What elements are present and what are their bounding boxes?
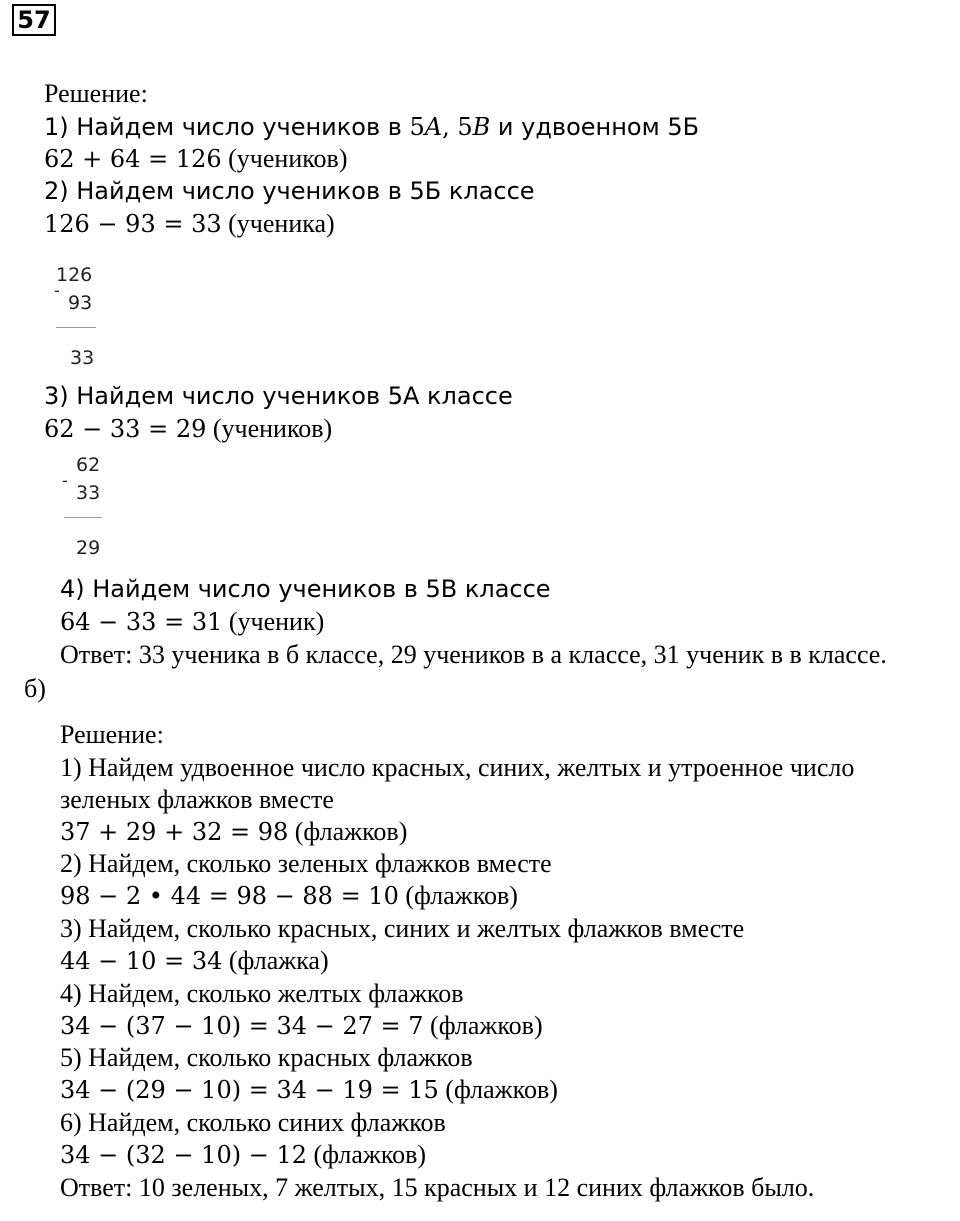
step4-a-equation [60, 606, 324, 638]
step1-b-equation [60, 816, 407, 848]
step1-a-equation [44, 143, 347, 175]
column1-result: 33 [70, 347, 95, 369]
step5-b: 5) Найдем, сколько красных флажков [60, 1043, 473, 1072]
step6-b-equation [60, 1139, 426, 1171]
step2-b: 2) Найдем, сколько зеленых флажков вместе [60, 849, 552, 878]
step1-a-math: 5𝐴, 5𝐵 [409, 113, 491, 141]
step4-a-unit: (ученик) [222, 607, 325, 636]
solution-label-b: Решение: [60, 720, 164, 749]
step3-b: 3) Найдем, сколько красных, синих и желтых флажков вместе [60, 914, 745, 943]
step3-a-calc: 62 − 33 = 29 [44, 415, 207, 443]
column2-bottom: 33 [76, 482, 101, 504]
step2-b-calc: 98 − 2 • 44 = 98 − 88 = 10 [60, 882, 399, 910]
solution-label-a: Решение: [44, 79, 148, 108]
column2-result: 29 [76, 537, 101, 559]
column1-minus: - [54, 281, 60, 300]
step2-a-unit: (ученика) [221, 209, 335, 238]
step3-a-unit: (учеников) [206, 414, 333, 443]
step4-a-calc: 64 − 33 = 31 [60, 608, 223, 636]
column1-bottom: 93 [68, 292, 93, 314]
column1-top: 126 [56, 264, 93, 286]
step3-b-calc: 44 − 10 = 34 [60, 947, 223, 975]
step5-b-equation [60, 1074, 558, 1106]
step1-a-calc: 62 + 64 = 126 [44, 145, 222, 173]
step4-b-equation [60, 1010, 543, 1042]
step2-a-equation [44, 208, 335, 240]
step1-a-text: 1) Найдем число учеников в [44, 113, 410, 141]
step2-b-unit: (флажков) [398, 881, 518, 910]
column2-minus: - [62, 471, 68, 490]
step1-a-tail: и удвоенном 5Б [490, 113, 700, 141]
step4-b: 4) Найдем, сколько желтых флажков [60, 979, 464, 1008]
step1-b-unit: (флажков) [288, 817, 408, 846]
step1-a [44, 111, 699, 143]
step3-b-equation [60, 945, 329, 977]
answer-a: Ответ: 33 ученика в б классе, 29 учеников в а классе, 31 ученик в в классе. [60, 640, 887, 669]
step4-b-calc: 34 − (37 − 10) = 34 − 27 = 7 [60, 1012, 424, 1040]
step2-a-calc: 126 − 93 = 33 [44, 210, 222, 238]
step3-a-equation [44, 413, 332, 445]
step1-a-unit: (учеников) [221, 144, 348, 173]
step3-a: 3) Найдем число учеников 5А классе [44, 382, 513, 410]
step6-b: 6) Найдем, сколько синих флажков [60, 1108, 446, 1137]
step1-b-line2: зеленых флажков вместе [60, 785, 334, 814]
problem-number: 57 [12, 4, 56, 36]
step6-b-unit: (флажков) [306, 1140, 427, 1169]
answer-b: Ответ: 10 зеленых, 7 желтых, 15 красных и 12 синих флажков было. [60, 1173, 815, 1202]
step2-a: 2) Найдем число учеников в 5Б классе [44, 177, 535, 205]
step5-b-calc: 34 − (29 − 10) = 34 − 19 = 15 [60, 1076, 439, 1104]
step4-a: 4) Найдем число учеников в 5В классе [60, 575, 551, 603]
column2-top: 62 [76, 454, 101, 476]
column1-line [56, 327, 96, 328]
column2-line [64, 517, 102, 518]
step5-b-unit: (флажков) [438, 1075, 558, 1104]
step2-b-equation [60, 880, 518, 912]
step4-b-unit: (флажков) [423, 1011, 543, 1040]
step1-b-line1: 1) Найдем удвоенное число красных, синих, желтых и утроенное число [60, 753, 855, 782]
part-b-label: б) [24, 674, 46, 703]
step6-b-calc: 34 − (32 − 10) − 12 [60, 1141, 307, 1169]
step3-b-unit: (флажка) [222, 946, 329, 975]
step1-b-calc: 37 + 29 + 32 = 98 [60, 818, 289, 846]
